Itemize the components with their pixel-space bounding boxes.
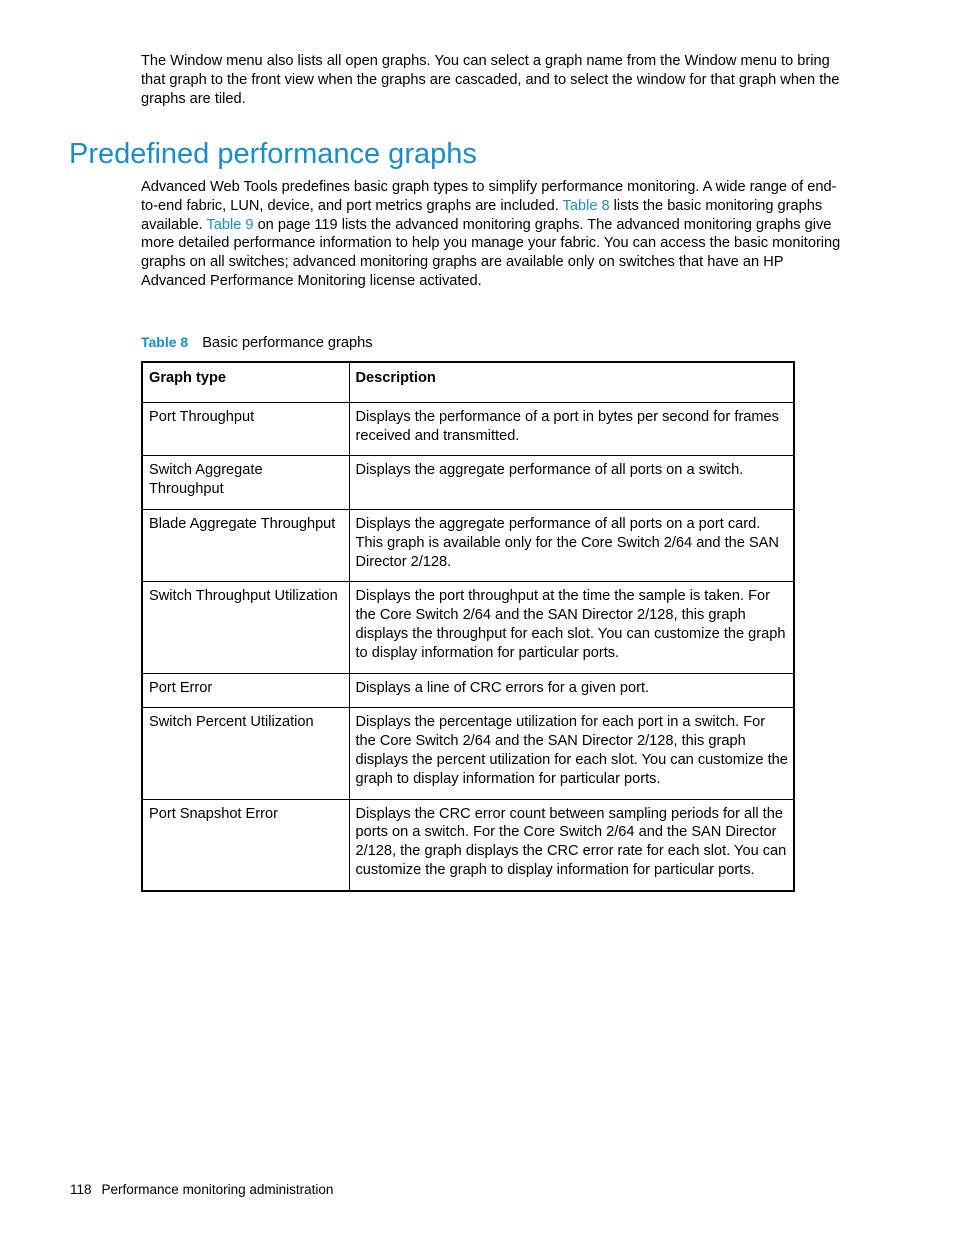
header-description: Description: [349, 362, 794, 402]
description-cell: Displays the port throughput at the time the sample is taken. For the Core Switch 2/64 and the SAN Director 2/128, this graph displays the throughput for each slot. You can customize the graph to display information for particular ports.: [349, 582, 794, 673]
table-row: [142, 509, 794, 581]
page-number: 118: [70, 1182, 92, 1197]
description-cell: Displays the percentage utilization for each port in a switch. For the Core Switch 2/64 and the SAN Director 2/128, this graph displays the percent utilization for each slot. You can customize the graph to display information for particular ports.: [349, 708, 794, 799]
chapter-title: Performance monitoring administration: [101, 1182, 334, 1197]
table-caption-number: Table 8: [141, 334, 189, 350]
description-cell: Displays the aggregate performance of all ports on a switch.: [349, 456, 794, 510]
graph-type-cell: Port Snapshot Error: [142, 799, 349, 891]
section-paragraph-text-1: Advanced Web Tools predefines basic graph types to simplify performance monitoring. A wide range of end-to-end fabric, LUN, device, and port metrics graphs are included.: [141, 179, 837, 214]
table-header-row: [142, 362, 794, 402]
basic-performance-graphs-table: [141, 361, 795, 892]
page-footer: [70, 1181, 333, 1199]
table-caption: [141, 333, 373, 352]
graph-type-cell: Blade Aggregate Throughput: [142, 509, 349, 581]
graph-type-cell: Switch Throughput Utilization: [142, 582, 349, 673]
graph-type-cell: Port Error: [142, 673, 349, 708]
description-cell: Displays the CRC error count between sampling periods for all the ports on a switch. For the Core Switch 2/64 and the SAN Director 2/128, the graph displays the CRC error rate for each slot. You can customize the graph to display information for particular ports.: [349, 799, 794, 891]
section-paragraph: [141, 178, 846, 291]
header-graph-type: Graph type: [142, 362, 349, 402]
section-paragraph-text-2: lists the basic monitoring graphs available.: [141, 197, 823, 233]
table-row: [142, 708, 794, 799]
table-row: [142, 402, 794, 456]
table-9-link[interactable]: Table 9: [206, 216, 254, 233]
table-row: [142, 456, 794, 510]
table-row: [142, 582, 794, 673]
table-row: [142, 673, 794, 708]
section-paragraph-text-3: on page 119 lists the advanced monitoring graphs. The advanced monitoring graphs give more detailed performance information to help you manage your fabric. You can access the basic monitoring graphs on all switches; advanced monitoring graphs are available only on switches that have an HP Advanced Performance Monitoring license activated.: [141, 216, 841, 289]
graph-type-cell: Switch Percent Utilization: [142, 708, 349, 799]
table-row: [142, 799, 794, 891]
graph-type-cell: Switch Aggregate Throughput: [142, 456, 349, 510]
description-cell: Displays a line of CRC errors for a given port.: [349, 673, 794, 708]
description-cell: Displays the performance of a port in bytes per second for frames received and transmitted.: [349, 402, 794, 456]
section-title: Predefined performance graphs: [69, 138, 477, 170]
description-cell: Displays the aggregate performance of all ports on a port card. This graph is available only for the Core Switch 2/64 and the SAN Director 2/128.: [349, 509, 794, 581]
table-8-link[interactable]: Table 8: [562, 197, 610, 214]
graph-type-cell: Port Throughput: [142, 402, 349, 456]
table-caption-title: Basic performance graphs: [202, 335, 373, 351]
intro-paragraph: The Window menu also lists all open graphs. You can select a graph name from the Window menu to bring that graph to the front view when the graphs are cascaded, and to select the window for that graph when the graphs are tiled.: [141, 53, 840, 107]
